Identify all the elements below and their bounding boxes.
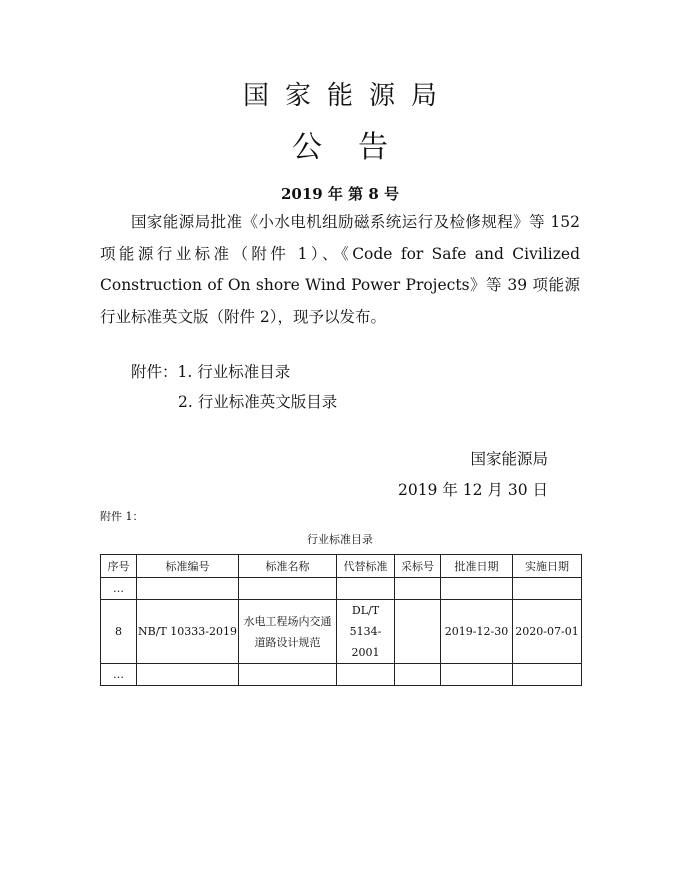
cell-replace-line1: DL/T	[351, 604, 380, 617]
cell-effective-date: 2020-07-01	[513, 600, 582, 664]
table-row	[101, 664, 582, 686]
cell-name-line2: 道路设计规范	[254, 635, 321, 649]
cell-adopt	[395, 600, 441, 664]
cell-name-line1: 水电工程场内交通	[243, 614, 332, 628]
cell-name	[239, 600, 337, 664]
column-header-name: 标准名称	[239, 555, 337, 578]
agency-title: 国家能源局	[242, 81, 453, 111]
table-title: 行业标准目录	[307, 533, 373, 546]
table-row	[101, 578, 582, 600]
column-header-seq: 序号	[101, 555, 137, 578]
table-row	[101, 600, 582, 664]
column-header-effective-date: 实施日期	[513, 555, 582, 578]
notice-number: 2019 年 第 8 号	[280, 185, 400, 203]
cell-seq: 8	[101, 600, 137, 664]
ellipsis-cell: …	[101, 664, 137, 686]
signature-org: 国家能源局	[470, 450, 548, 468]
column-header-replace: 代替标准	[337, 555, 395, 578]
cell-code: NB/T 10333-2019	[137, 600, 239, 664]
appendix-label: 附件 1：	[100, 510, 144, 523]
attachment-item-1: 附件：1. 行业标准目录	[131, 363, 291, 381]
standards-table	[100, 554, 582, 686]
attachment-item-2: 2. 行业标准英文版目录	[178, 393, 338, 411]
column-header-adopt: 采标号	[395, 555, 441, 578]
column-header-code: 标准编号	[137, 555, 239, 578]
cell-replace-line2: 5134-2001	[349, 625, 382, 659]
table-header-row	[101, 555, 582, 578]
signature-date: 2019 年 12 月 30 日	[397, 481, 548, 499]
notice-title: 公告	[292, 130, 424, 165]
cell-approve-date: 2019-12-30	[441, 600, 513, 664]
notice-body	[100, 207, 580, 333]
ellipsis-cell: …	[101, 578, 137, 600]
cell-replace	[337, 600, 395, 664]
column-header-approve-date: 批准日期	[441, 555, 513, 578]
body-paragraph: 国家能源局批准《小水电机组励磁系统运行及检修规程》等 152 项能源行业标准（附件 1）、《Code for Safe and Civilized Construction of On shore Wind Power Projects》等 39 项能源行业标准英文版（附件 2），现予以发布。	[100, 213, 580, 326]
